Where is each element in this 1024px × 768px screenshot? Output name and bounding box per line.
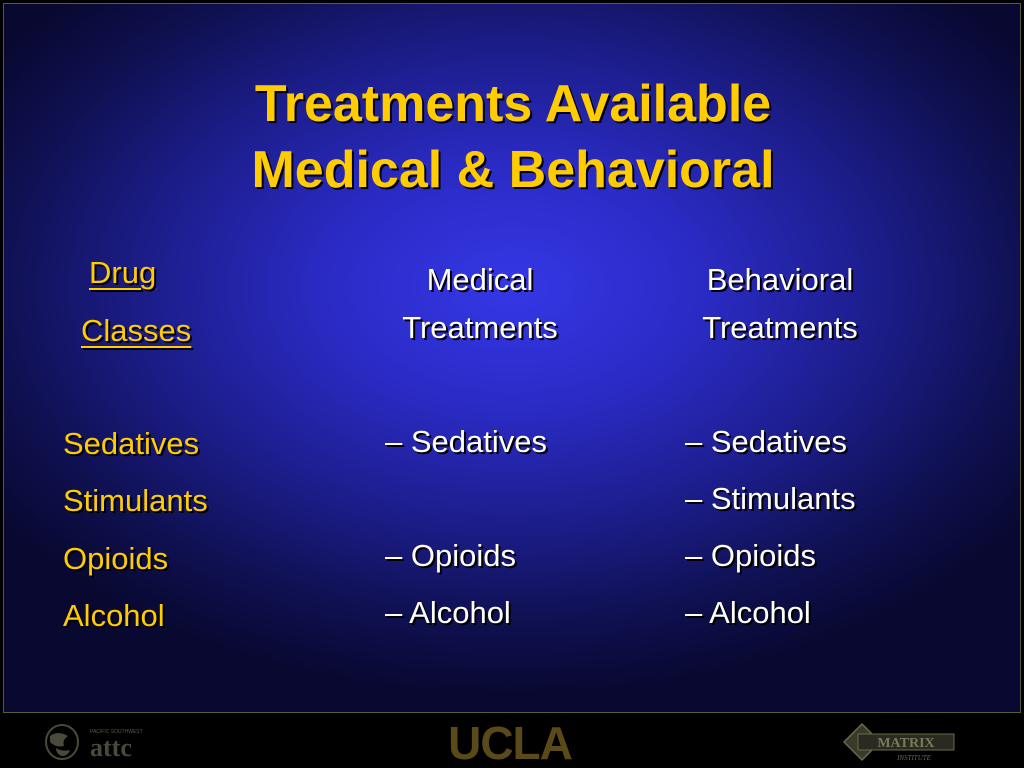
medical-treatment-alcohol: – Alcohol	[385, 595, 511, 630]
attc-small-text: PACIFIC SOUTHWEST	[90, 729, 143, 735]
drug-class-sedatives: Sedatives	[63, 426, 200, 461]
behavioral-treatments-header-line-2: Treatments	[702, 310, 858, 345]
drug-class-alcohol: Alcohol	[63, 598, 165, 633]
attc-text: attc	[90, 733, 132, 762]
drug-class-stimulants: Stimulants	[63, 483, 208, 518]
drug-class-opioids: Opioids	[63, 541, 169, 576]
medical-treatments-header-line-2: Treatments	[402, 310, 558, 345]
slide-title-line-1: Treatments Available	[254, 75, 772, 133]
matrix-text: MATRIX	[877, 736, 935, 751]
behavioral-treatment-alcohol: – Alcohol	[685, 595, 811, 630]
ucla-logo: UCLA	[448, 717, 572, 768]
slide-title-line-2: Medical & Behavioral	[251, 141, 775, 199]
behavioral-treatment-opioids: – Opioids	[685, 538, 816, 573]
medical-treatments-header-line-1: Medical	[426, 262, 534, 297]
medical-treatment-sedatives: – Sedatives	[385, 424, 547, 459]
matrix-institute-text: INSTITUTE	[897, 754, 931, 762]
medical-treatment-opioids: – Opioids	[385, 538, 516, 573]
slide-stage	[3, 3, 1021, 713]
drug-classes-header-line-2: Classes	[81, 313, 192, 348]
matrix-institute-logo	[840, 720, 970, 764]
attc-logo	[40, 722, 190, 762]
slide-footer	[0, 716, 1024, 768]
behavioral-treatment-sedatives: – Sedatives	[685, 424, 847, 459]
behavioral-treatments-header-line-1: Behavioral	[706, 262, 854, 297]
behavioral-treatment-stimulants: – Stimulants	[685, 481, 856, 516]
drug-classes-header-line-1: Drug	[89, 255, 157, 290]
